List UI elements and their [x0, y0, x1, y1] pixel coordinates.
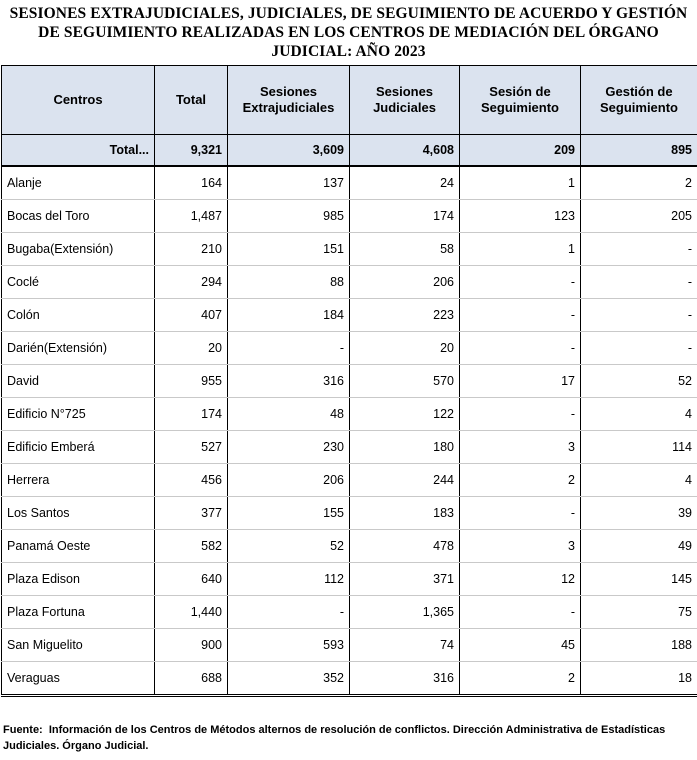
header-extra-line2: Extrajudiciales	[242, 100, 335, 115]
value-cell: 316	[228, 365, 350, 398]
value-cell: 478	[350, 530, 460, 563]
value-cell: 24	[350, 166, 460, 200]
center-name-cell: Colón	[2, 299, 155, 332]
value-cell: 137	[228, 166, 350, 200]
value-cell: 4	[581, 464, 697, 497]
table-row	[2, 431, 697, 464]
value-cell: -	[460, 332, 581, 365]
value-cell: 39	[581, 497, 697, 530]
table-row	[2, 398, 697, 431]
title-line-3: JUDICIAL: AÑO 2023	[271, 43, 426, 60]
value-cell: 1	[460, 233, 581, 266]
value-cell: 900	[155, 629, 228, 662]
value-cell: 593	[228, 629, 350, 662]
source-text: Información de los Centros de Métodos alternos de resolución de conflictos. Dirección Administrativa de Estadísticas Judiciales. Órgano Judicial.	[3, 724, 666, 752]
value-cell: -	[460, 398, 581, 431]
header-jud-line2: Judiciales	[373, 100, 436, 115]
table-row	[2, 662, 697, 696]
value-cell: 2	[460, 464, 581, 497]
value-cell: 49	[581, 530, 697, 563]
table-row	[2, 530, 697, 563]
value-cell: 3	[460, 530, 581, 563]
center-name-cell: Bocas del Toro	[2, 200, 155, 233]
value-cell: -	[581, 332, 697, 365]
value-cell: 123	[460, 200, 581, 233]
table-row	[2, 365, 697, 398]
value-cell: 45	[460, 629, 581, 662]
value-cell: 456	[155, 464, 228, 497]
center-name-cell: Coclé	[2, 266, 155, 299]
total-cell: 9,321	[155, 135, 228, 167]
value-cell: 688	[155, 662, 228, 696]
value-cell: 114	[581, 431, 697, 464]
value-cell: 164	[155, 166, 228, 200]
table-row	[2, 266, 697, 299]
value-cell: 1	[460, 166, 581, 200]
header-gestion-seguimiento	[581, 66, 697, 135]
table-row	[2, 299, 697, 332]
value-cell: 371	[350, 563, 460, 596]
value-cell: -	[228, 596, 350, 629]
center-name-cell: Bugaba(Extensión)	[2, 233, 155, 266]
table-row	[2, 629, 697, 662]
value-cell: 294	[155, 266, 228, 299]
value-cell: 206	[350, 266, 460, 299]
center-name-cell: David	[2, 365, 155, 398]
value-cell: 206	[228, 464, 350, 497]
header-seg-line1: Sesión de	[489, 84, 551, 99]
header-sesion-seguimiento	[460, 66, 581, 135]
value-cell: 230	[228, 431, 350, 464]
value-cell: 223	[350, 299, 460, 332]
center-name-cell: Herrera	[2, 464, 155, 497]
value-cell: 210	[155, 233, 228, 266]
value-cell: 12	[460, 563, 581, 596]
value-cell: -	[581, 266, 697, 299]
value-cell: 184	[228, 299, 350, 332]
value-cell: 4	[581, 398, 697, 431]
value-cell: -	[228, 332, 350, 365]
value-cell: 377	[155, 497, 228, 530]
value-cell: 3	[460, 431, 581, 464]
value-cell: 18	[581, 662, 697, 696]
value-cell: -	[460, 596, 581, 629]
value-cell: 58	[350, 233, 460, 266]
value-cell: 352	[228, 662, 350, 696]
value-cell: 1,365	[350, 596, 460, 629]
center-name-cell: Alanje	[2, 166, 155, 200]
value-cell: 20	[155, 332, 228, 365]
center-name-cell: Edificio N°725	[2, 398, 155, 431]
center-name-cell: Plaza Edison	[2, 563, 155, 596]
value-cell: 527	[155, 431, 228, 464]
center-name-cell: Los Santos	[2, 497, 155, 530]
source-label: Fuente:	[3, 724, 43, 736]
table-body	[2, 135, 697, 696]
value-cell: 52	[228, 530, 350, 563]
center-name-cell: Veraguas	[2, 662, 155, 696]
value-cell: -	[581, 233, 697, 266]
value-cell: 407	[155, 299, 228, 332]
table-title	[0, 4, 697, 61]
table-row	[2, 166, 697, 200]
total-row	[2, 135, 697, 167]
value-cell: 955	[155, 365, 228, 398]
value-cell: 570	[350, 365, 460, 398]
table-row	[2, 563, 697, 596]
center-name-cell: Darién(Extensión)	[2, 332, 155, 365]
value-cell: 151	[228, 233, 350, 266]
value-cell: -	[460, 299, 581, 332]
header-extra-line1: Sesiones	[259, 84, 318, 99]
table-row	[2, 332, 697, 365]
value-cell: 88	[228, 266, 350, 299]
table-row	[2, 464, 697, 497]
header-centros: Centros	[2, 66, 155, 135]
value-cell: 582	[155, 530, 228, 563]
value-cell: 1,440	[155, 596, 228, 629]
center-name-cell: Plaza Fortuna	[2, 596, 155, 629]
table-row	[2, 233, 697, 266]
table-header	[2, 66, 697, 135]
value-cell: 48	[228, 398, 350, 431]
total-label: Total...	[2, 135, 155, 167]
value-cell: 174	[155, 398, 228, 431]
header-extrajudiciales	[228, 66, 350, 135]
value-cell: 155	[228, 497, 350, 530]
title-line-1: SESIONES EXTRAJUDICIALES, JUDICIALES, DE SEGUIMIENTO DE ACUERDO Y GESTIÓN	[9, 5, 688, 22]
value-cell: 17	[460, 365, 581, 398]
value-cell: 205	[581, 200, 697, 233]
source-note	[3, 722, 693, 754]
value-cell: 174	[350, 200, 460, 233]
value-cell: 20	[350, 332, 460, 365]
title-line-2: DE SEGUIMIENTO REALIZADAS EN LOS CENTROS DE MEDIACIÓN DEL ÓRGANO	[38, 24, 659, 41]
header-gest-line2: Seguimiento	[599, 100, 678, 115]
value-cell: 180	[350, 431, 460, 464]
value-cell: 112	[228, 563, 350, 596]
value-cell: 244	[350, 464, 460, 497]
center-name-cell: San Miguelito	[2, 629, 155, 662]
value-cell: 74	[350, 629, 460, 662]
value-cell: 2	[581, 166, 697, 200]
value-cell: 1,487	[155, 200, 228, 233]
value-cell: 188	[581, 629, 697, 662]
value-cell: 985	[228, 200, 350, 233]
table-row	[2, 200, 697, 233]
total-cell: 209	[460, 135, 581, 167]
sessions-table	[1, 65, 697, 697]
value-cell: 122	[350, 398, 460, 431]
value-cell: -	[581, 299, 697, 332]
value-cell: -	[460, 497, 581, 530]
value-cell: 145	[581, 563, 697, 596]
value-cell: 183	[350, 497, 460, 530]
value-cell: 75	[581, 596, 697, 629]
header-judiciales	[350, 66, 460, 135]
value-cell: 2	[460, 662, 581, 696]
value-cell: 316	[350, 662, 460, 696]
center-name-cell: Edificio Emberá	[2, 431, 155, 464]
table-row	[2, 497, 697, 530]
value-cell: 52	[581, 365, 697, 398]
header-gest-line1: Gestión de	[605, 84, 673, 99]
header-jud-line1: Sesiones	[375, 84, 434, 99]
value-cell: -	[460, 266, 581, 299]
value-cell: 640	[155, 563, 228, 596]
center-name-cell: Panamá Oeste	[2, 530, 155, 563]
table-row	[2, 596, 697, 629]
header-seg-line2: Seguimiento	[480, 100, 559, 115]
header-total: Total	[155, 66, 228, 135]
total-cell: 3,609	[228, 135, 350, 167]
total-cell: 895	[581, 135, 697, 167]
total-cell: 4,608	[350, 135, 460, 167]
